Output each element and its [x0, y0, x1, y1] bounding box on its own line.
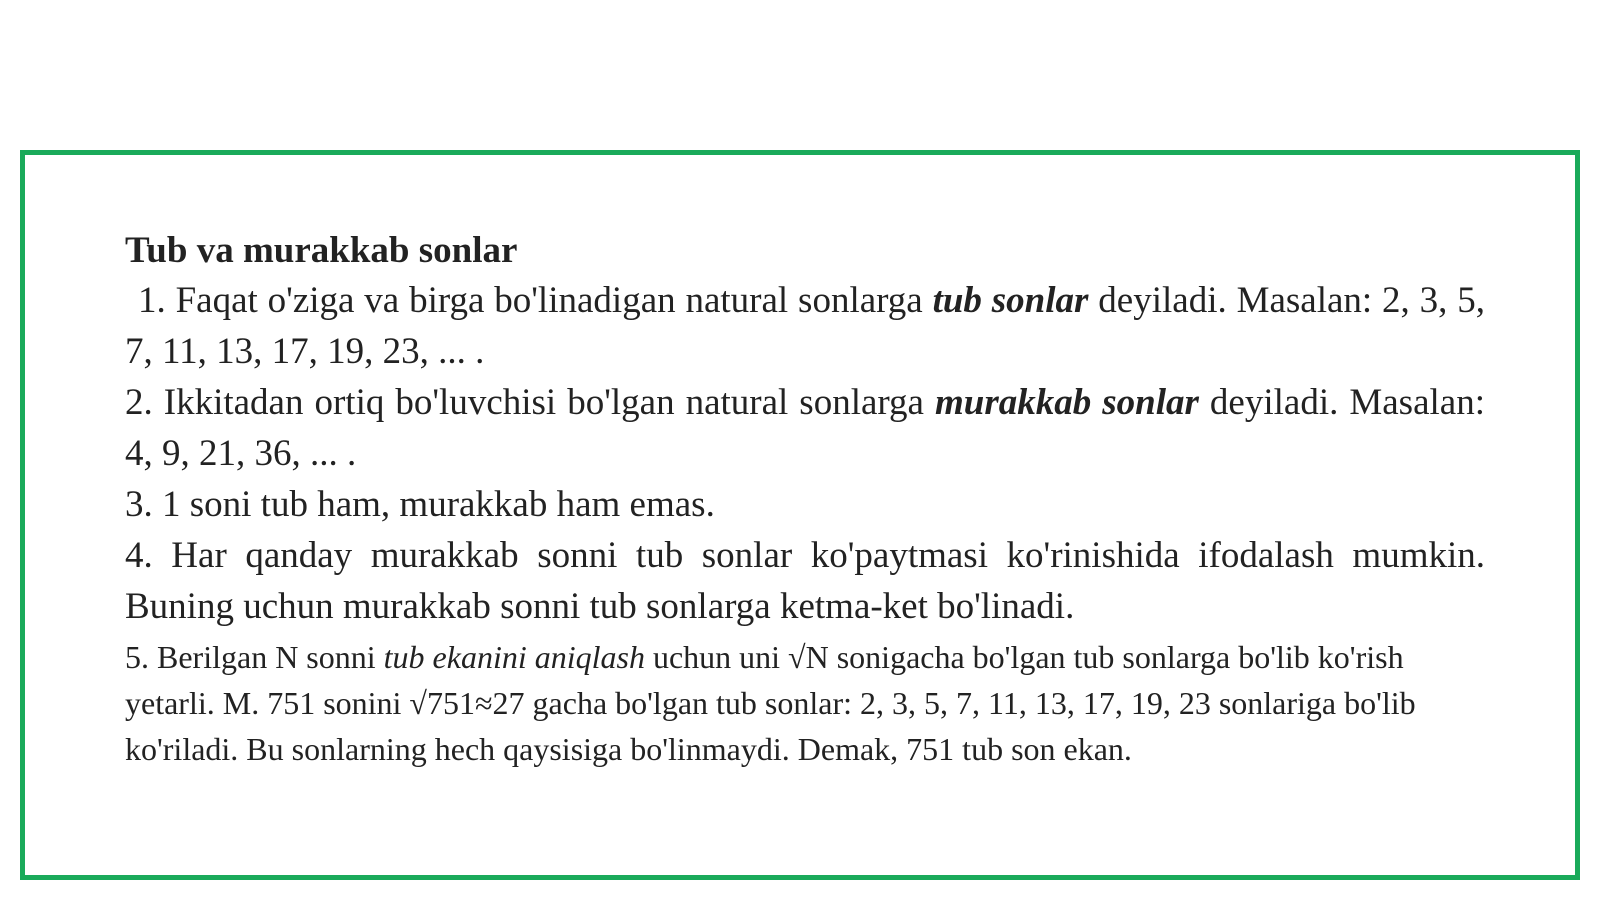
- term-murakkab-sonlar: murakkab sonlar: [935, 382, 1199, 423]
- paragraph-2-text-end: deyiladi. Masalan: 4, 9, 21, 36, ... .: [125, 382, 1485, 474]
- paragraph-5-text-end: uchun uni √N sonigacha bo'lgan tub sonlarga bo'lib ko'rish yetarli. M. 751 sonini √751≈27 gacha bo'lgan tub sonlar: 2, 3, 5, 7, 11, 13, 17, 19, 23 sonlariga bo'lib ko'riladi. Bu sonlarning hech qaysisiga bo'linmaydi. Demak, 751 tub son ekan.: [125, 639, 1416, 767]
- paragraph-2-text-start: 2. Ikkitadan ortiq bo'luvchisi bo'lgan natural sonlarga: [125, 382, 935, 423]
- term-tub-sonlar: tub sonlar: [932, 280, 1089, 321]
- document-title: Tub va murakkab sonlar: [125, 230, 518, 271]
- content-frame: [20, 150, 1580, 880]
- paragraph-1-text-end: deyiladi. Masalan: 2, 3, 5, 7, 11, 13, 17, 19, 23, ... .: [125, 280, 1486, 372]
- paragraph-4: 4. Har qanday murakkab sonni tub sonlar ko'paytmasi ko'rinishida ifodalash mumkin. Buning uchun murakkab sonni tub sonlarga ketma-ket bo'linadi.: [125, 535, 1485, 627]
- document-body: [125, 227, 1485, 772]
- paragraph-5-text-start: 5. Berilgan N sonni: [125, 639, 384, 675]
- paragraph-1-text-start: 1. Faqat o'ziga va birga bo'linadigan natural sonlarga: [138, 280, 933, 321]
- term-tub-ekanini-aniqlash: tub ekanini aniqlash: [383, 639, 645, 675]
- paragraph-2: [125, 377, 1485, 479]
- paragraph-3: 3. 1 soni tub ham, murakkab ham emas.: [125, 484, 715, 525]
- paragraph-1: [125, 275, 1485, 377]
- paragraph-5: [125, 632, 1465, 772]
